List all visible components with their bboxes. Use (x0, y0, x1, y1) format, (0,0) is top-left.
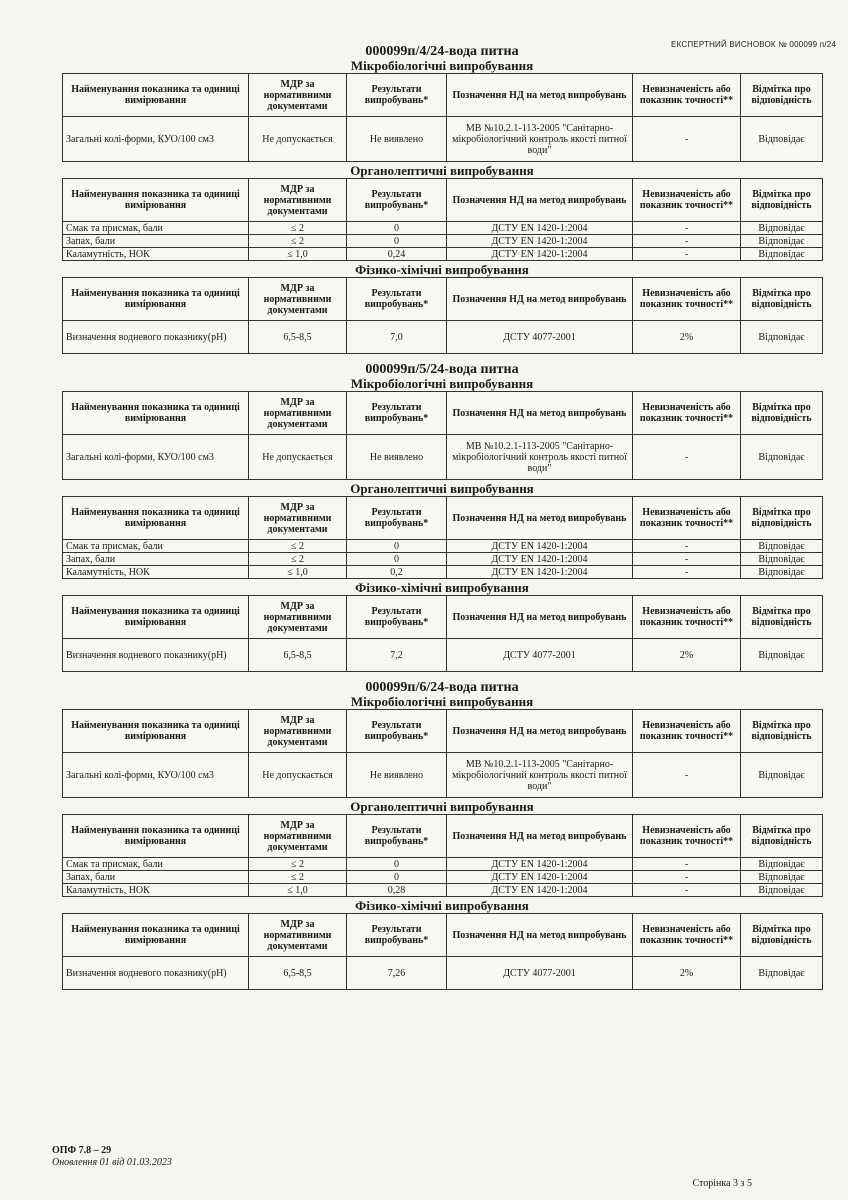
document-header: ЕКСПЕРТНИЙ ВИСНОВОК № 000099 п/24 (671, 40, 836, 49)
cell-mdr: ≤ 2 (249, 553, 347, 566)
cell-mdr: ≤ 2 (249, 871, 347, 884)
cell-result: 0,2 (347, 566, 447, 579)
cell-conformity: Відповідає (741, 753, 823, 798)
cell-mdr: Не допускається (249, 753, 347, 798)
header-mdr: МДР за нормативними документами (249, 710, 347, 753)
cell-mdr: ≤ 1,0 (249, 884, 347, 897)
cell-method: ДСТУ EN 1420-1:2004 (447, 858, 633, 871)
cell-mdr: ≤ 1,0 (249, 566, 347, 579)
footer-form-info (52, 1145, 172, 1169)
cell-method: ДСТУ 4077-2001 (447, 957, 633, 990)
cell-uncertainty: - (633, 871, 741, 884)
cell-name: Загальні колі-форми, КУО/100 см3 (63, 117, 249, 162)
cell-conformity: Відповідає (741, 248, 823, 261)
cell-conformity: Відповідає (741, 321, 823, 354)
micro-table (62, 73, 823, 162)
header-result: Результати випробувань* (347, 815, 447, 858)
section-title-phys: Фізико-хімічні випробування (355, 580, 529, 595)
header-result: Результати випробувань* (347, 74, 447, 117)
cell-uncertainty: - (633, 566, 741, 579)
cell-conformity: Відповідає (741, 540, 823, 553)
table-header-row (63, 710, 823, 753)
section-title-micro: Мікробіологічні випробування (350, 694, 534, 709)
cell-conformity: Відповідає (741, 222, 823, 235)
cell-name: Визначення водневого показнику(pH) (63, 639, 249, 672)
header-uncertainty: Невизначеність або показник точності** (633, 710, 741, 753)
cell-uncertainty: - (633, 553, 741, 566)
cell-conformity: Відповідає (741, 566, 823, 579)
cell-name: Запах, бали (63, 553, 249, 566)
cell-result: Не виявлено (347, 117, 447, 162)
section-title-micro: Мікробіологічні випробування (350, 58, 534, 73)
header-mdr: МДР за нормативними документами (249, 596, 347, 639)
cell-uncertainty: - (633, 235, 741, 248)
cell-method: ДСТУ EN 1420-1:2004 (447, 222, 633, 235)
cell-name: Смак та присмак, бали (63, 222, 249, 235)
header-conformity: Відмітка про відповідність (741, 74, 823, 117)
cell-result: 0 (347, 871, 447, 884)
cell-name: Смак та присмак, бали (63, 540, 249, 553)
cell-method: МВ №10.2.1-113-2005 "Санітарно-мікробіологічний контроль якості питної води" (447, 117, 633, 162)
cell-name: Запах, бали (63, 235, 249, 248)
cell-mdr: 6,5-8,5 (249, 957, 347, 990)
header-conformity: Відмітка про відповідність (741, 392, 823, 435)
cell-method: ДСТУ EN 1420-1:2004 (447, 540, 633, 553)
cell-result: 7,2 (347, 639, 447, 672)
sample-block (62, 362, 822, 672)
cell-method: МВ №10.2.1-113-2005 "Санітарно-мікробіологічний контроль якості питної води" (447, 753, 633, 798)
table-header-row (63, 74, 823, 117)
header-name: Найменування показника та одиниці вимірювання (63, 392, 249, 435)
phys-table (62, 913, 823, 990)
cell-method: ДСТУ EN 1420-1:2004 (447, 884, 633, 897)
sample-block (62, 44, 822, 354)
revision-note: Оновлення 01 від 01.03.2023 (52, 1157, 172, 1168)
cell-result: 0 (347, 858, 447, 871)
cell-result: 7,0 (347, 321, 447, 354)
cell-uncertainty: - (633, 222, 741, 235)
header-mdr: МДР за нормативними документами (249, 278, 347, 321)
cell-method: ДСТУ EN 1420-1:2004 (447, 235, 633, 248)
header-uncertainty: Невизначеність або показник точності** (633, 74, 741, 117)
header-name: Найменування показника та одиниці вимірювання (63, 278, 249, 321)
form-code: ОПФ 7.8 – 29 (52, 1145, 112, 1156)
cell-name: Каламутність, НОК (63, 884, 249, 897)
table-row (63, 321, 823, 354)
section-title-organo: Органолептичні випробування (350, 163, 534, 178)
sample-block (62, 680, 822, 990)
cell-mdr: Не допускається (249, 435, 347, 480)
micro-table (62, 391, 823, 480)
cell-conformity: Відповідає (741, 117, 823, 162)
header-name: Найменування показника та одиниці вимірювання (63, 710, 249, 753)
cell-method: ДСТУ 4077-2001 (447, 639, 633, 672)
cell-result: 0 (347, 235, 447, 248)
cell-name: Загальні колі-форми, КУО/100 см3 (63, 753, 249, 798)
samples-container (0, 44, 822, 998)
cell-conformity: Відповідає (741, 871, 823, 884)
table-row (63, 858, 823, 871)
cell-conformity: Відповідає (741, 435, 823, 480)
cell-result: 0 (347, 222, 447, 235)
table-row (63, 566, 823, 579)
header-name: Найменування показника та одиниці вимірювання (63, 179, 249, 222)
phys-table (62, 277, 823, 354)
table-header-row (63, 914, 823, 957)
cell-result: Не виявлено (347, 753, 447, 798)
header-method: Позначення НД на метод випробувань (447, 815, 633, 858)
organo-table (62, 814, 823, 897)
cell-method: МВ №10.2.1-113-2005 "Санітарно-мікробіологічний контроль якості питної води" (447, 435, 633, 480)
table-header-row (63, 815, 823, 858)
cell-uncertainty: - (633, 117, 741, 162)
header-result: Результати випробувань* (347, 914, 447, 957)
cell-mdr: ≤ 2 (249, 235, 347, 248)
cell-name: Запах, бали (63, 871, 249, 884)
cell-mdr: ≤ 2 (249, 540, 347, 553)
section-title-organo: Органолептичні випробування (350, 799, 534, 814)
sample-title: 000099п/5/24-вода питна (365, 362, 519, 377)
cell-conformity: Відповідає (741, 858, 823, 871)
cell-name: Визначення водневого показнику(pH) (63, 957, 249, 990)
cell-uncertainty: - (633, 248, 741, 261)
header-mdr: МДР за нормативними документами (249, 179, 347, 222)
table-row (63, 248, 823, 261)
table-row (63, 117, 823, 162)
cell-name: Каламутність, НОК (63, 248, 249, 261)
sample-title: 000099п/6/24-вода питна (365, 680, 519, 695)
cell-uncertainty: - (633, 435, 741, 480)
header-conformity: Відмітка про відповідність (741, 596, 823, 639)
cell-mdr: 6,5-8,5 (249, 639, 347, 672)
cell-uncertainty: 2% (633, 639, 741, 672)
header-uncertainty: Невизначеність або показник точності** (633, 914, 741, 957)
section-title-micro: Мікробіологічні випробування (350, 376, 534, 391)
table-header-row (63, 179, 823, 222)
header-conformity: Відмітка про відповідність (741, 497, 823, 540)
header-result: Результати випробувань* (347, 278, 447, 321)
table-row (63, 639, 823, 672)
header-conformity: Відмітка про відповідність (741, 179, 823, 222)
cell-result: 0,28 (347, 884, 447, 897)
table-row (63, 957, 823, 990)
header-uncertainty: Невизначеність або показник точності** (633, 497, 741, 540)
header-uncertainty: Невизначеність або показник точності** (633, 815, 741, 858)
cell-name: Смак та присмак, бали (63, 858, 249, 871)
header-result: Результати випробувань* (347, 497, 447, 540)
cell-uncertainty: - (633, 753, 741, 798)
cell-uncertainty: - (633, 540, 741, 553)
header-method: Позначення НД на метод випробувань (447, 710, 633, 753)
header-uncertainty: Невизначеність або показник точності** (633, 278, 741, 321)
cell-method: ДСТУ EN 1420-1:2004 (447, 553, 633, 566)
header-uncertainty: Невизначеність або показник точності** (633, 392, 741, 435)
header-conformity: Відмітка про відповідність (741, 278, 823, 321)
header-name: Найменування показника та одиниці вимірювання (63, 914, 249, 957)
header-conformity: Відмітка про відповідність (741, 710, 823, 753)
section-title-phys: Фізико-хімічні випробування (355, 898, 529, 913)
header-uncertainty: Невизначеність або показник точності** (633, 596, 741, 639)
cell-method: ДСТУ 4077-2001 (447, 321, 633, 354)
cell-mdr: ≤ 2 (249, 858, 347, 871)
table-row (63, 884, 823, 897)
table-header-row (63, 392, 823, 435)
table-header-row (63, 278, 823, 321)
header-name: Найменування показника та одиниці вимірювання (63, 74, 249, 117)
cell-uncertainty: 2% (633, 321, 741, 354)
cell-method: ДСТУ EN 1420-1:2004 (447, 566, 633, 579)
header-method: Позначення НД на метод випробувань (447, 278, 633, 321)
table-header-row (63, 497, 823, 540)
cell-uncertainty: - (633, 858, 741, 871)
table-row (63, 435, 823, 480)
header-name: Найменування показника та одиниці вимірювання (63, 596, 249, 639)
header-uncertainty: Невизначеність або показник точності** (633, 179, 741, 222)
page-number: Сторінка 3 з 5 (692, 1178, 752, 1189)
header-name: Найменування показника та одиниці вимірювання (63, 815, 249, 858)
organo-table (62, 178, 823, 261)
table-row (63, 222, 823, 235)
sample-title: 000099п/4/24-вода питна (365, 44, 519, 59)
cell-method: ДСТУ EN 1420-1:2004 (447, 248, 633, 261)
cell-conformity: Відповідає (741, 884, 823, 897)
table-header-row (63, 596, 823, 639)
table-row (63, 235, 823, 248)
header-mdr: МДР за нормативними документами (249, 914, 347, 957)
cell-conformity: Відповідає (741, 957, 823, 990)
header-mdr: МДР за нормативними документами (249, 497, 347, 540)
header-conformity: Відмітка про відповідність (741, 815, 823, 858)
header-mdr: МДР за нормативними документами (249, 815, 347, 858)
cell-uncertainty: - (633, 884, 741, 897)
cell-result: Не виявлено (347, 435, 447, 480)
table-row (63, 871, 823, 884)
header-method: Позначення НД на метод випробувань (447, 914, 633, 957)
cell-method: ДСТУ EN 1420-1:2004 (447, 871, 633, 884)
table-row (63, 753, 823, 798)
header-method: Позначення НД на метод випробувань (447, 497, 633, 540)
cell-conformity: Відповідає (741, 639, 823, 672)
header-conformity: Відмітка про відповідність (741, 914, 823, 957)
header-name: Найменування показника та одиниці вимірювання (63, 497, 249, 540)
header-method: Позначення НД на метод випробувань (447, 596, 633, 639)
cell-mdr: 6,5-8,5 (249, 321, 347, 354)
phys-table (62, 595, 823, 672)
cell-name: Загальні колі-форми, КУО/100 см3 (63, 435, 249, 480)
cell-uncertainty: 2% (633, 957, 741, 990)
header-method: Позначення НД на метод випробувань (447, 179, 633, 222)
header-result: Результати випробувань* (347, 710, 447, 753)
header-result: Результати випробувань* (347, 392, 447, 435)
cell-conformity: Відповідає (741, 553, 823, 566)
cell-result: 0 (347, 553, 447, 566)
table-row (63, 540, 823, 553)
cell-result: 7,26 (347, 957, 447, 990)
cell-result: 0 (347, 540, 447, 553)
section-title-phys: Фізико-хімічні випробування (355, 262, 529, 277)
cell-result: 0,24 (347, 248, 447, 261)
header-method: Позначення НД на метод випробувань (447, 74, 633, 117)
cell-mdr: Не допускається (249, 117, 347, 162)
header-mdr: МДР за нормативними документами (249, 74, 347, 117)
table-row (63, 553, 823, 566)
header-mdr: МДР за нормативними документами (249, 392, 347, 435)
cell-mdr: ≤ 2 (249, 222, 347, 235)
cell-name: Каламутність, НОК (63, 566, 249, 579)
cell-mdr: ≤ 1,0 (249, 248, 347, 261)
cell-conformity: Відповідає (741, 235, 823, 248)
header-method: Позначення НД на метод випробувань (447, 392, 633, 435)
organo-table (62, 496, 823, 579)
micro-table (62, 709, 823, 798)
cell-name: Визначення водневого показнику(pH) (63, 321, 249, 354)
section-title-organo: Органолептичні випробування (350, 481, 534, 496)
header-result: Результати випробувань* (347, 596, 447, 639)
header-result: Результати випробувань* (347, 179, 447, 222)
